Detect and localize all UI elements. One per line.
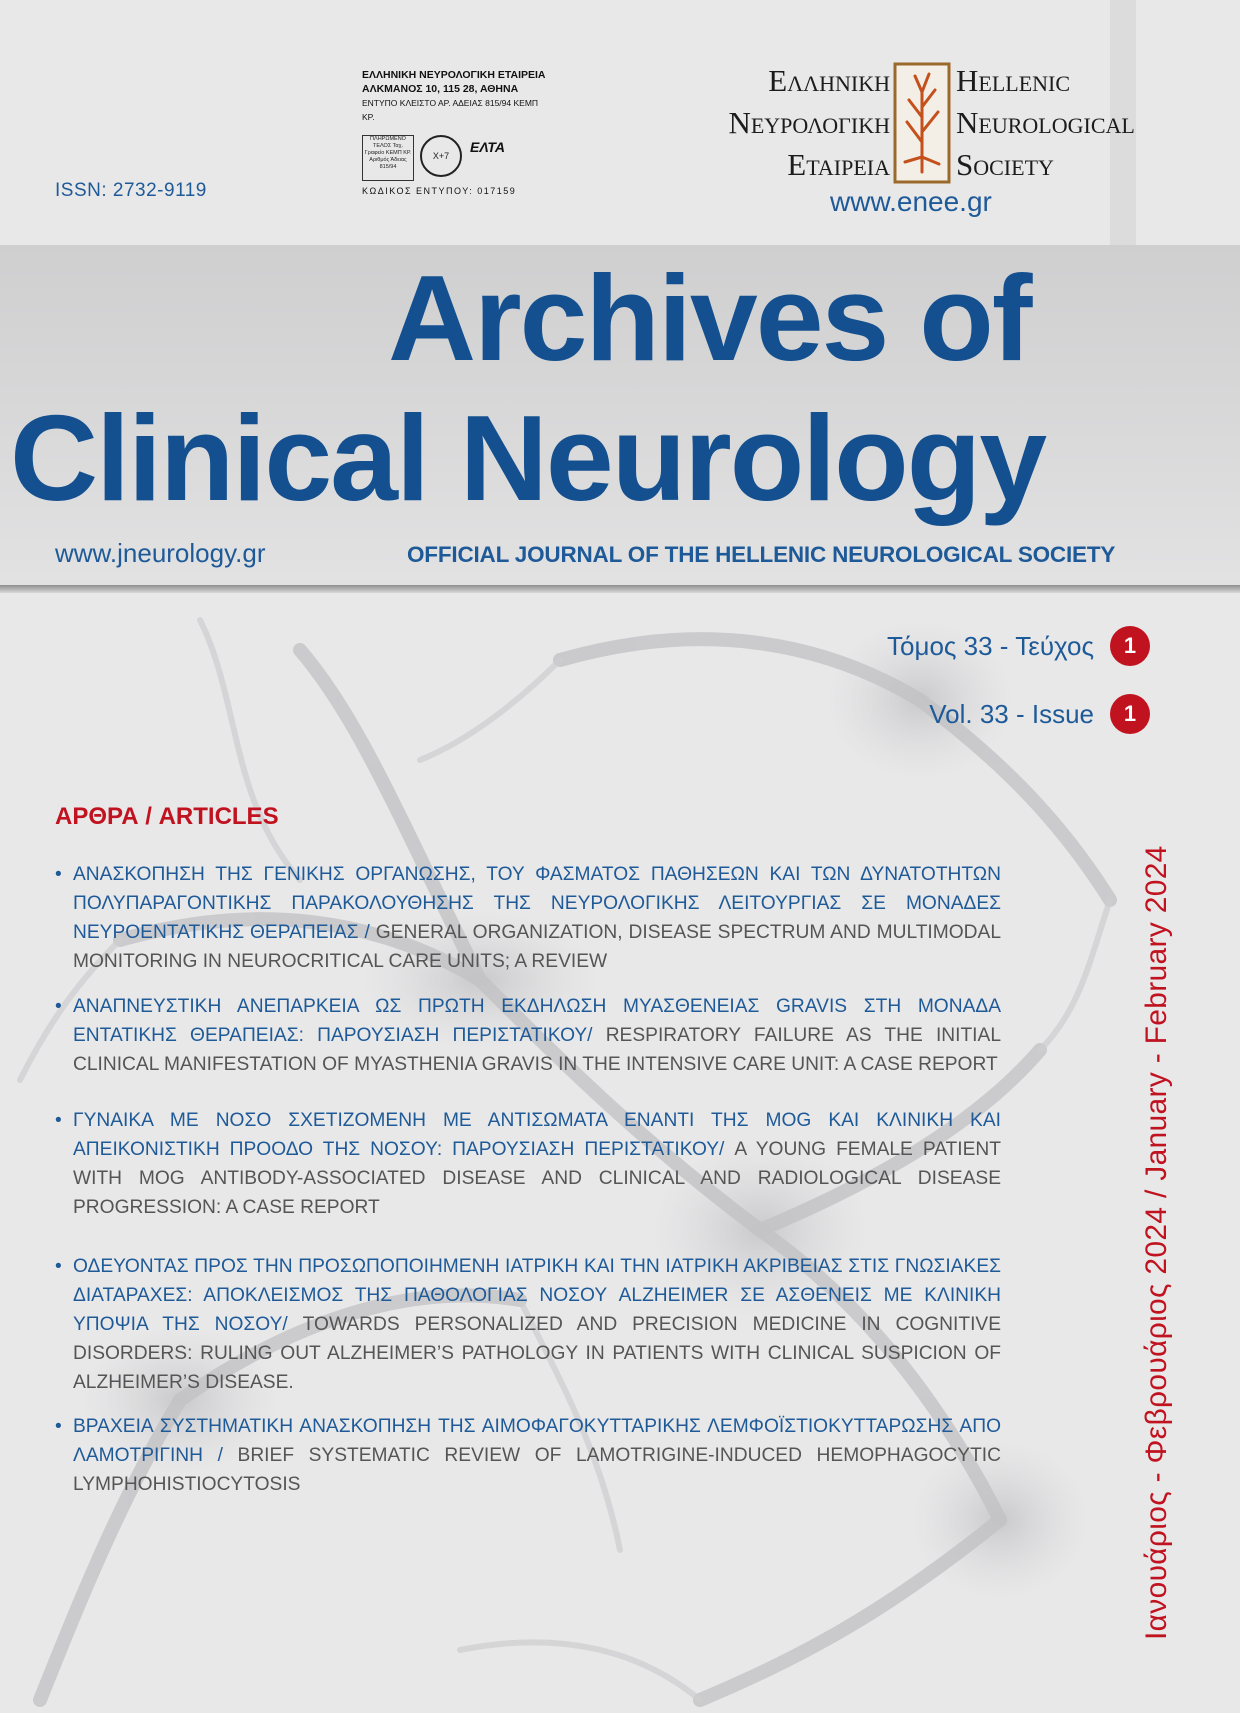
article-title-english: GENERAL ORGANIZATION, DISEASE SPECTRUM AND MULTIMODAL MONITORING IN NEUROCRITICAL CARE UNITS; A REVIEW — [73, 922, 1001, 972]
article-title-english: TOWARDS PERSONALIZED AND PRECISION MEDICINE IN COGNITIVE DISORDERS: RULING OUT ALZHEIMER’S PATHOLOGY IN PATIENTS WITH CLINICAL SUSPICION OF ALZHEIMER’S DISEASE. — [73, 1314, 1001, 1393]
journal-title-line-1: Archives of — [388, 250, 1031, 386]
bullet: • — [55, 1416, 62, 1437]
society-en-line-2: Neurological — [956, 105, 1135, 140]
issn: ISSN: 2732-9119 — [55, 180, 207, 201]
volume-greek — [887, 626, 1150, 666]
article-title-greek: ΑΝΑΠΝΕΥΣΤΙΚΗ ΑΝΕΠΑΡΚΕΙΑ ΩΣ ΠΡΩΤΗ ΕΚΔΗΛΩΣΗ ΜΥΑΣΘΕΝΕΙΑΣ GRAVIS ΣΤΗ ΜΟΝΑΔΑ ΕΝΤΑΤΙΚΗΣ ΘΕΡΑΠΕΙΑΣ: ΠΑΡΟΥΣΙΑΣΗ ΠΕΡΙΣΤΑΤΙΚΟΥ/ — [73, 996, 1001, 1046]
issue-number-badge: 1 — [1110, 694, 1150, 734]
postage-stamps — [362, 133, 552, 183]
article-title-greek: ΟΔΕΥΟΝΤΑΣ ΠΡΟΣ ΤΗΝ ΠΡΟΣΩΠΟΠΟΙΗΜΕΝΗ ΙΑΤΡΙΚΗ ΚΑΙ ΤΗΝ ΙΑΤΡΙΚΗ ΑΚΡΙΒΕΙΑΣ ΣΤΙΣ ΓΝΩΣΙΑΚΕΣ ΔΙΑΤΑΡΑΧΕΣ: ΑΠΟΚΛΕΙΣΜΟΣ ΤΗΣ ΠΑΘΟΛΟΓΙΑΣ ΝΟΣΟΥ ALZHEIMER ΣΕ ΑΣΘΕΝΕΙΣ ΜΕ ΚΛΙΝΙΚΗ ΥΠΟΨΙΑ ΤΗΣ ΝΟΣΟΥ/ — [73, 1256, 1001, 1335]
society-en-line-1: Hellenic — [956, 63, 1071, 98]
article-item[interactable] — [55, 1412, 1001, 1499]
article-item[interactable] — [55, 1252, 1001, 1397]
volume-english-label: Vol. 33 - Issue — [929, 698, 1094, 729]
bullet: • — [55, 864, 62, 885]
volume-greek-label: Τόμος 33 - Τεύχος — [886, 630, 1094, 661]
paid-postage-stamp: ΠΛΗΡΩΜΕΝΟ ΤΕΛΟΣ Ταχ. Γραφείο ΚΕΜΠ ΚΡ. Αριθμός Άδειας 815/94 — [362, 135, 414, 181]
press-post-stamp: X+7 — [420, 135, 462, 177]
article-title-english: RESPIRATORY FAILURE AS THE INITIAL CLINICAL MANIFESTATION OF MYASTHENIA GRAVIS IN THE INTENSIVE CARE UNIT: A CASE REPORT — [73, 1025, 1001, 1075]
bullet: • — [55, 1110, 62, 1131]
print-code: ΚΩΔΙΚΟΣ ΕΝΤΥΠΟΥ: 017159 — [362, 186, 517, 196]
article-item[interactable] — [55, 992, 1001, 1079]
article-title-greek: ΒΡΑΧΕΙΑ ΣΥΣΤΗΜΑΤΙΚΗ ΑΝΑΣΚΟΠΗΣΗ ΤΗΣ ΑΙΜΟΦΑΓΟΚΥΤΤΑΡΙΚΗΣ ΛΕΜΦΟΪΣΤΙΟΚΥΤΤΑΡΩΣΗΣ ΑΠΟ ΛΑΜΟΤΡΙΓΙΝΗ / — [73, 1416, 1001, 1466]
postal-line-1: ΕΛΛΗΝΙΚΗ ΝΕΥΡΟΛΟΓΙΚΗ ΕΤΑΙΡΕΙΑ — [362, 69, 546, 81]
journal-subtitle: OFFICIAL JOURNAL OF THE HELLENIC NEUROLOGICAL SOCIETY — [407, 542, 1116, 567]
society-gr-line-2: Νευρολογικη — [728, 105, 890, 140]
society-en-line-3: Society — [956, 147, 1054, 182]
article-title-greek: ΓΥΝΑΙΚΑ ΜΕ ΝΟΣΟ ΣΧΕΤΙΖΟΜΕΝΗ ΜΕ ΑΝΤΙΣΩΜΑΤΑ ΕΝΑΝΤΙ ΤΗΣ MOG ΚΑΙ ΚΛΙΝΙΚΗ ΚΑΙ ΑΠΕΙΚΟΝΙΣΤΙΚΗ ΠΡΟΟΔΟ ΤΗΣ ΝΟΣΟΥ: ΠΑΡΟΥΣΙΑΣΗ ΠΕΡΙΣΤΑΤΙΚΟΥ/ — [73, 1110, 1001, 1160]
issue-date-vertical: Ιανουάριος - Φεβρουάριος 2024 / January - February 2024 — [1140, 845, 1173, 1640]
issue-number-badge: 1 — [1110, 626, 1150, 666]
postal-address-block — [362, 68, 552, 124]
article-item[interactable] — [55, 860, 1001, 976]
postal-line-3: ΕΝΤΥΠΟ ΚΛΕΙΣΤΟ ΑΡ. ΑΔΕΙΑΣ 815/94 ΚΕΜΠ ΚΡ. — [362, 98, 539, 122]
bullet: • — [55, 996, 62, 1017]
bullet: • — [55, 1256, 62, 1277]
volume-english — [929, 694, 1150, 734]
title-band-shadow — [0, 585, 1240, 593]
society-url-link[interactable]: www.enee.gr — [830, 186, 992, 217]
journal-title-line-2: Clinical Neurology — [10, 390, 1046, 526]
society-gr-line-1: Ελληνικη — [768, 63, 890, 98]
society-name-english — [956, 60, 1176, 186]
elta-logo: ΕΛΤΑ — [470, 139, 506, 155]
society-name-greek — [690, 60, 890, 186]
article-item[interactable] — [55, 1106, 1001, 1222]
articles-heading: ΑΡΘΡΑ / ARTICLES — [55, 803, 279, 830]
society-gr-line-3: Εταιρεια — [787, 147, 890, 182]
article-title-greek: ΑΝΑΣΚΟΠΗΣΗ ΤΗΣ ΓΕΝΙΚΗΣ ΟΡΓΑΝΩΣΗΣ, ΤΟΥ ΦΑΣΜΑΤΟΣ ΠΑΘΗΣΕΩΝ ΚΑΙ ΤΩΝ ΔΥΝΑΤΟΤΗΤΩΝ ΠΟΛΥΠΑΡΑΓΟΝΤΙΚΗΣ ΠΑΡΑΚΟΛΟΥΘΗΣΗΣ ΤΗΣ ΝΕΥΡΟΛΟΓΙΚΗΣ ΛΕΙΤΟΥΡΓΙΑΣ ΣΕ ΜΟΝΑΔΕΣ ΝΕΥΡΟΕΝΤΑΤΙΚΗΣ ΘΕΡΑΠΕΙΑΣ / — [73, 864, 1001, 943]
article-title-english: A YOUNG FEMALE PATIENT WITH MOG ANTIBODY-ASSOCIATED DISEASE AND CLINICAL AND RADIOLOGICAL DISEASE PROGRESSION: A CASE REPORT — [73, 1139, 1001, 1218]
postal-line-2: ΑΛΚΜΑΝΟΣ 10, 115 28, ΑΘΗΝΑ — [362, 83, 519, 95]
society-neuron-logo-icon — [893, 62, 951, 184]
journal-url-link[interactable]: www.jneurology.gr — [55, 538, 266, 568]
article-title-english: BRIEF SYSTEMATIC REVIEW OF LAMOTRIGINE-INDUCED HEMOPHAGOCYTIC LYMPHOHISTIOCYTOSIS — [73, 1445, 1001, 1495]
